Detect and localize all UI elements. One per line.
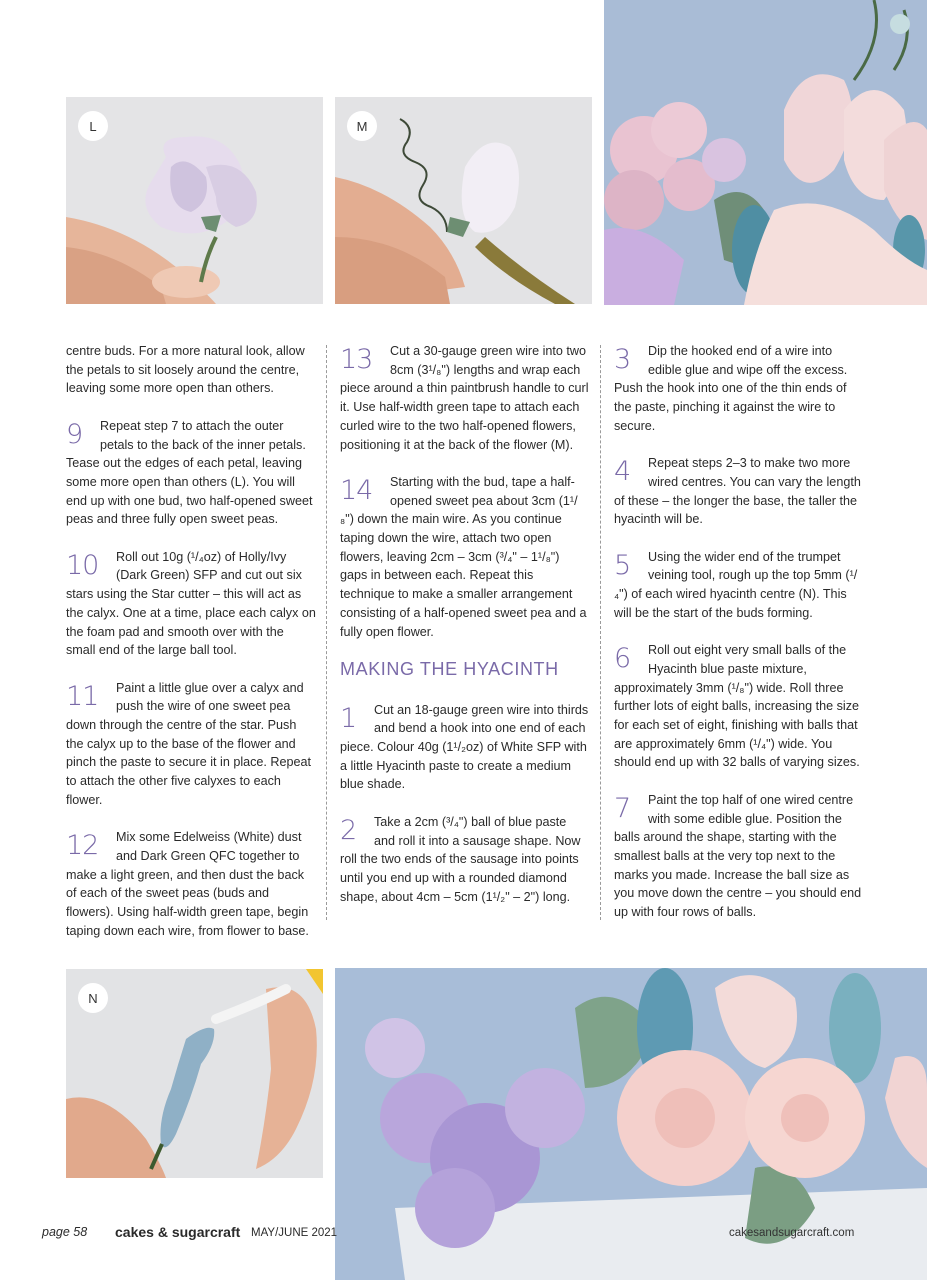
step-11: [66, 679, 316, 810]
step-11-number: 11: [66, 680, 99, 712]
hyacinth-step-6-number: 6: [614, 643, 631, 675]
step-13-number: 13: [340, 344, 373, 375]
photo-n-hyacinth-centre: [66, 969, 323, 1178]
hyacinth-step-5-text: Using the wider end of the trumpet veining tool, rough up the top 5mm (¹/₄") of each wired hyacinth centre (N). This will be the start of the buds forming.: [614, 549, 858, 620]
footer-page-number: page 58: [42, 1225, 88, 1239]
footer-issue-date: MAY/JUNE 2021: [251, 1227, 338, 1239]
step-14-number: 14: [340, 474, 373, 506]
step-10-number: 10: [66, 549, 99, 581]
photo-l-label: L: [78, 111, 108, 141]
hyacinth-step-2-text: Take a 2cm (³/₄") ball of blue paste and roll it into a sausage shape. Now roll the two ends of the sausage into points until you end up with a rounded diamond shape, about 4cm – 5cm (1¹/₂" – 2") long.: [340, 814, 581, 904]
step-11-text: Paint a little glue over a calyx and push the wire of one sweet pea down through the centre of the star. Push the calyx up to the base of the flower and pinch the paste to secure it in place. Repeat to attach the other five calyxes to each flower.: [66, 680, 312, 807]
hyacinth-step-3-number: 3: [614, 344, 631, 375]
column-2: [340, 342, 590, 925]
step-9-number: 9: [66, 418, 83, 450]
hyacinth-step-6-text: Roll out eight very small balls of the Hyacinth blue paste mixture, approximately 3mm (¹/₈") wide. Roll three further lots of eight balls, increasing the size for each set of eight, finishing with balls that are approximately 6mm (¹/₄") wide. You should end up with 32 balls of varying sizes.: [614, 643, 860, 770]
hyacinth-step-4: [614, 454, 864, 529]
hyacinth-step-1-number: 1: [340, 702, 357, 734]
section-heading-hyacinth: MAKING THE HYACINTH: [340, 658, 559, 679]
hyacinth-step-2-number: 2: [340, 814, 357, 846]
hyacinth-step-3-text: Dip the hooked end of a wire into edible glue and wipe off the excess. Push the hook into one of the thin ends of the paste, pinching it against the wire to secure.: [614, 344, 848, 433]
step-12-number: 12: [66, 830, 99, 862]
column-3: [614, 342, 864, 940]
hyacinth-step-1: [340, 701, 590, 795]
hyacinth-step-7-text: Paint the top half of one wired centre with some edible glue. Position the balls around the shape, starting with the smallest balls at the very top next to the marks you made. Increase the ball size as you move down the centre – you should end up with four rows of balls.: [614, 792, 862, 920]
step-14-text: Starting with the bud, tape a half-opened sweet pea about 3cm (1¹/₈") down the main wire. As you continue taping down the wire, attach two open flowers, leaving 2cm – 3cm (³/₄" – 1¹/₈") gaps in between each. Repeat this technique to make a smaller arrangement consisting of a half-opened sweet pea and a fully open flower.: [340, 474, 587, 639]
step-10: [66, 548, 316, 660]
photo-l-sweet-pea: [66, 97, 323, 304]
hyacinth-step-5: [614, 548, 864, 623]
hyacinth-step-7: [614, 791, 864, 922]
step-13-text: Cut a 30-gauge green wire into two 8cm (3¹/₈") lengths and wrap each piece around a thin paintbrush handle to curl it. Use half-width green tape to attach each curled wire to the two half-opened flowers, positioning it at the back of the flower (M).: [340, 344, 589, 452]
column-divider-2: [600, 345, 601, 920]
hyacinth-step-1-text: Cut an 18-gauge green wire into thirds and bend a hook into one end of each piece. Colour 40g (1¹/₂oz) of White SFP with a little Hyacinth paste to create a medium blue shade.: [340, 702, 589, 792]
hyacinth-step-2: [340, 813, 590, 907]
step-14: [340, 473, 590, 641]
footer-magazine-title: cakes & sugarcraft: [115, 1224, 241, 1240]
step-12-text: Mix some Edelweiss (White) dust and Dark Green QFC together to make a light green, and then dust the back of each of the sweet peas (buds and flowers). Using half-width green tape, begin taping down each wire, from flower to base.: [66, 830, 309, 938]
hyacinth-step-5-number: 5: [614, 549, 631, 581]
step-13: [340, 342, 590, 454]
hyacinth-step-3: [614, 342, 864, 436]
photo-bouquet-top: [604, 0, 927, 305]
hyacinth-step-7-number: 7: [614, 792, 631, 824]
step-10-text: Roll out 10g (¹/₄oz) of Holly/Ivy (Dark Green) SFP and cut out six stars using the Star cutter – this will act as the calyx. One at a time, place each calyx on the foam pad and smooth over with the small end of the large ball tool.: [66, 549, 316, 658]
column-divider-1: [326, 345, 327, 920]
hyacinth-step-4-text: Repeat steps 2–3 to make two more wired centres. You can vary the length of these – the longer the base, the taller the hyacinth will be.: [614, 456, 861, 527]
hyacinth-step-6: [614, 641, 864, 772]
footer-website: cakesandsugarcraft.com: [729, 1227, 855, 1239]
step-9-text: Repeat step 7 to attach the outer petals to the back of the inner petals. Tease out the edges of each petal, leaving some more open than others (L). You will end up with one bud, two half-opened sweet peas and three fully open sweet peas.: [66, 418, 313, 527]
step-12: [66, 828, 316, 940]
photo-m-label: M: [347, 111, 377, 141]
column-1: [66, 342, 316, 959]
column-1-intro: centre buds. For a more natural look, allow the petals to sit loosely around the centre, leaving some more open than others.: [66, 344, 305, 396]
step-9: [66, 417, 316, 529]
photo-m-curled-wire: [335, 97, 592, 304]
photo-n-label: N: [78, 983, 108, 1013]
hyacinth-step-4-number: 4: [614, 456, 631, 488]
